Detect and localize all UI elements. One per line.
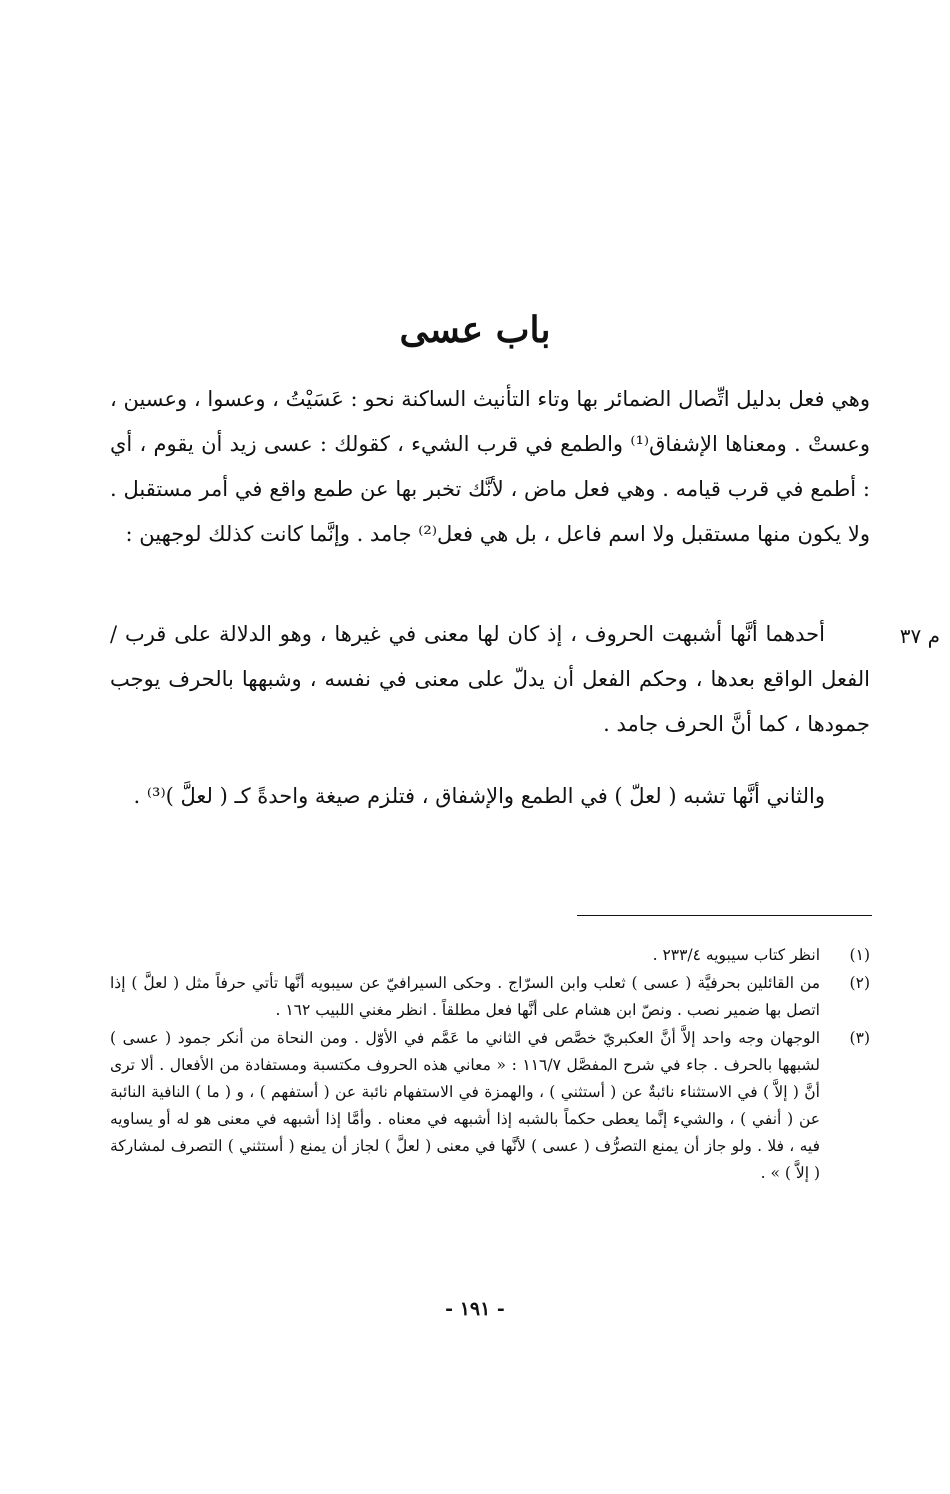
footnote-number: (٢) <box>849 974 870 992</box>
chapter-title: باب عسى <box>399 309 551 351</box>
footnote-text: الوجهان وجه واحد إلاَّ أنَّ العكبريّ خصَّص في الثاني ما عَمَّم في الأوّل . ومن النحاة من أنكر جمود ( عسى ) لشبهها بالحرف . جاء في شرح المفصَّل ١١٦/٧ : « معاني هذه الحروف مكتسبة ومستفادة من الأفعال . ألا ترى أنَّ ( إلاَّ ) في الاستثناء نائبةٌ عن ( أستثني ) ، والهمزة في الاستفهام نائبة عن ( أستفهم ) ، و ( ما ) النافية النائبة عن ( أنفي ) ، والشيء إنَّما يعطى حكماً بالشبه إذا أشبهه في معناه . وأمَّا إذا أشبهه في معنى هو له أو يساويه فيه ، فلا . ولو جاز أن يمنع التصرُّف ( عسى ) لأنَّها في معنى ( لعلَّ ) لجاز أن يمنع ( أستثني ) التصرف لمشاركة ( إلاَّ ) » . <box>110 1029 820 1182</box>
footnote-3 <box>110 1025 870 1187</box>
footnote-number: (٣) <box>849 1029 870 1047</box>
footnote-number: (١) <box>849 946 870 964</box>
body-paragraph-3: والثاني أنَّها تشبه ( لعلّ ) في الطمع والإشفاق ، فتلزم صيغة واحدةً كـ ( لعلَّ )⁽³⁾ . <box>133 784 825 808</box>
footnote-2 <box>110 970 870 1024</box>
footnote-divider <box>577 915 872 916</box>
page-number: - ١٩١ - <box>445 1298 505 1320</box>
footnote-text: انظر كتاب سيبويه ٢٣٣/٤ . <box>652 946 820 964</box>
margin-manuscript-marker: م ٣٧ <box>899 624 940 648</box>
body-paragraph-1: وهي فعل بدليل اتِّصال الضمائر بها وتاء التأنيث الساكنة نحو : عَسَيْتُ ، وعسوا ، وعسين ، وعستْ . ومعناها الإشفاق⁽¹⁾ والطمع في قرب الشيء ، كقولك : عسى زيد أن يقوم ، أي : أطمع في قرب قيامه . وهي فعل ماض ، لأنَّك تخبر بها عن طمع واقع في أمر مستقبل . ولا يكون منها مستقبل ولا اسم فاعل ، بل هي فعل⁽²⁾ جامد . وإنَّما كانت كذلك لوجهين : <box>110 387 870 546</box>
footnote-text: من القائلين بحرفيَّة ( عسى ) ثعلب وابن السرّاج . وحكى السيرافيّ عن سيبويه أنَّها تأتي حرفاً مثل ( لعلَّ ) إذا اتصل بها ضمير نصب . ونصّ ابن هشام على أنَّها فعل مطلقاً . انظر مغني اللبيب ١٦٢ . <box>110 974 820 1019</box>
body-paragraph-2: أحدهما أنَّها أشبهت الحروف ، إذ كان لها معنى في غيرها ، وهو الدلالة على قرب / الفعل الواقع بعدها ، وحكم الفعل أن يدلّ على معنى في نفسه ، وشبهها بالحرف يوجب جمودها ، كما أنَّ الحرف جامد . <box>110 622 870 736</box>
footnote-1 <box>110 942 870 969</box>
footnotes <box>110 942 870 1188</box>
